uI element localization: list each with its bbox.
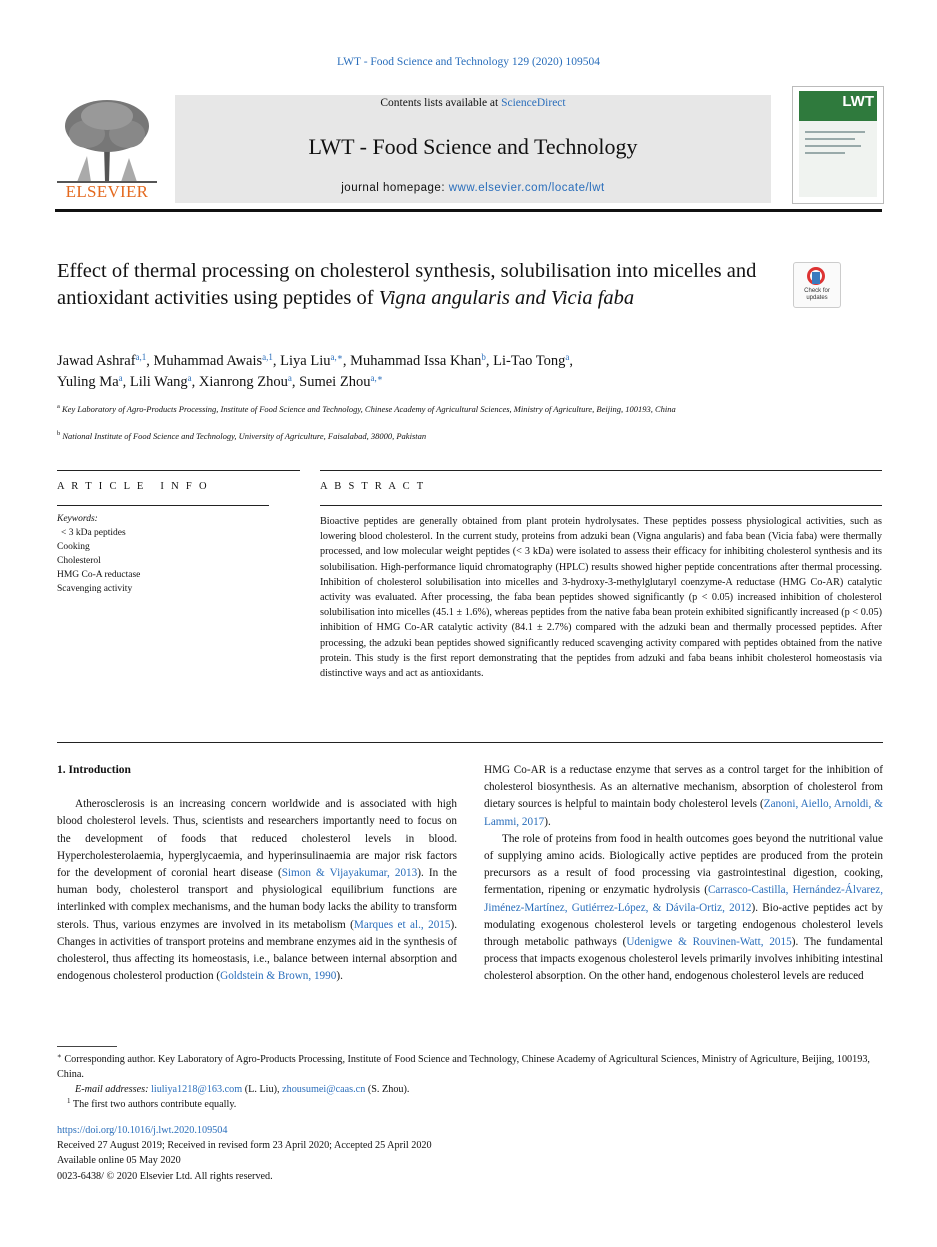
author-name[interactable]: Jawad Ashraf — [57, 353, 136, 369]
keyword: Cooking — [57, 542, 90, 552]
running-journal-reference[interactable]: LWT - Food Science and Technology 129 (2020) 109504 — [336, 56, 600, 68]
sciencedirect-link[interactable]: ScienceDirect — [501, 97, 566, 109]
footnote-rule — [57, 1046, 117, 1047]
article-info-rule — [57, 505, 269, 506]
affiliation-text: Key Laboratory of Agro-Products Processing, Institute of Food Science and Technology, Chinese Academy of Agricultural Sciences, Ministry of Agriculture, Beijing, 100193, China — [62, 404, 676, 414]
keyword: HMG Co-A reductase — [57, 570, 141, 580]
author-affiliation-mark[interactable]: a,∗ — [370, 373, 383, 383]
abstract-top-rule — [320, 470, 882, 471]
intro-paragraph — [57, 796, 457, 985]
cover-text-lines — [805, 131, 871, 159]
homepage-prefix: journal homepage: — [341, 182, 449, 194]
citation-link[interactable]: Carrasco-Castilla, Hernández-Álvarez, Jiménez-Martínez, Gutiérrez-López, & Dávila-Ortiz, 2012 — [484, 884, 883, 914]
received-dates: Received 27 August 2019; Received in revised form 23 April 2020; Accepted 25 April 2020 — [57, 1140, 432, 1152]
homepage-link[interactable]: www.elsevier.com/locate/lwt — [448, 182, 605, 194]
affiliation-b — [57, 430, 877, 443]
title-text: Effect of thermal processing on cholesterol synthesis, solubilisation into micelles and antioxidant activities using peptides of — [57, 260, 757, 309]
author-affiliation-mark[interactable]: a — [287, 373, 292, 383]
citation-link[interactable]: Udenigwe & Rouvinen-Watt, 2015 — [626, 936, 792, 949]
article-info-label: A R T I C L E I N F O — [57, 481, 209, 492]
keyword: Cholesterol — [57, 556, 101, 566]
affiliation-text: National Institute of Food Science and Technology, University of Agriculture, Faisalabad, 38000, Pakistan — [62, 431, 427, 441]
intro-paragraph — [484, 762, 883, 831]
keywords-block — [57, 512, 267, 596]
text-run: ). In the human body, cholesterol transport and physiological equilibrium functions are interlinked with complex mechanisms, and the human body lacks the ability to transform sterols. Thus, various enzymes are involved in its metabolism ( — [57, 867, 457, 931]
article-info-top-rule — [57, 470, 300, 471]
journal-cover-thumbnail[interactable] — [792, 86, 884, 204]
text-run: ). — [544, 815, 551, 828]
contents-line — [175, 95, 771, 109]
author-affiliation-mark[interactable]: a — [565, 352, 570, 362]
email-link[interactable]: liuliya1218@163.com — [151, 1084, 243, 1095]
citation-link[interactable]: Zanoni, Aiello, Arnoldi, & Lammi, 2017 — [484, 798, 884, 828]
doi-link[interactable]: https://doi.org/10.1016/j.lwt.2020.109504 — [57, 1125, 228, 1136]
keyword: Scavenging activity — [57, 584, 133, 594]
keywords-label: Keywords: — [57, 514, 98, 524]
header-rule — [55, 209, 882, 212]
affiliation-a — [57, 403, 877, 416]
citation-link[interactable]: Simon & Vijayakumar, 2013 — [281, 867, 418, 880]
author-separator: , — [291, 374, 300, 390]
text-run: ). Bio-active peptides act by modulating exogenous cholesterol levels or targeting endogenous cholesterol levels through metabolic pathways ( — [484, 901, 883, 949]
publication-info — [57, 1123, 657, 1184]
author-list — [57, 351, 857, 393]
author-affiliation-mark[interactable]: a — [118, 373, 123, 383]
citation-link[interactable]: Goldstein & Brown, 1990 — [220, 970, 337, 983]
author-affiliation-mark[interactable]: b — [481, 352, 486, 362]
contents-prefix: Contents lists available at — [380, 97, 502, 109]
elsevier-wordmark: ELSEVIER — [65, 182, 149, 201]
author-affiliation-mark[interactable]: a,∗ — [330, 352, 343, 362]
author-name[interactable]: Liya Liu — [280, 353, 331, 369]
intro-paragraph — [484, 831, 883, 986]
text-run: The role of proteins from food in health outcomes goes beyond the nutritional value of supplying amino acids. Biologically active peptides are produced from the protein precursors as a result of food processing via gastrointestinal digestion, cooking, fermentation, ripening or enzymatic hydrolysis ( — [484, 832, 883, 897]
equal-contribution-note: $^1$ The first two authors contribute equally. — [67, 1097, 237, 1110]
author-name[interactable]: Yuling Ma — [57, 374, 119, 390]
cover-title: LWT — [799, 91, 877, 121]
email-label: E-mail addresses: — [75, 1084, 152, 1095]
author-separator: , — [342, 353, 351, 369]
text-run: ). Changes in activities of transport proteins and membrane enzymes aid in the synthesis of cholesterol, thus affecting its homeostasis, i.e., balance between internal absorption and endogenous cholesterol production ( — [57, 918, 458, 983]
author-name[interactable]: Muhammad Awais — [153, 353, 263, 369]
crossmark-bookmark-icon — [812, 272, 820, 284]
email-note — [57, 1082, 883, 1097]
author-name[interactable]: Sumei Zhou — [299, 374, 371, 390]
author-separator: , — [191, 374, 199, 390]
journal-name: LWT - Food Science and Technology — [308, 134, 638, 159]
affiliation-mark: a — [57, 403, 60, 410]
footnote-text: The first two authors contribute equally. — [72, 1099, 237, 1110]
email-link[interactable]: zhousumei@caas.cn — [282, 1084, 366, 1095]
citation-link[interactable]: Marques et al., 2015 — [353, 918, 451, 931]
intro-right-column — [484, 762, 883, 986]
keyword: < 3 kDa peptides — [61, 528, 126, 538]
email-owner: (L. Liu), — [242, 1084, 283, 1095]
copyright: 0023-6438/ © 2020 Elsevier Ltd. All rights reserved. — [57, 1170, 273, 1182]
text-run: ). — [336, 970, 343, 983]
abstract-text: Bioactive peptides are generally obtained from plant protein hydrolysates. These peptides possess physiological activities, such as lowering blood cholesterol. In the current study, proteins from adzuki bean (Vigna angularis) and faba bean (Vicia faba) were thermally processed, and low molecular weight peptides (< 3 kDa) were isolated to assess their efficacy for inhibiting cholesterol synthesis and its solubilisation. High-performance liquid chromatography (HPLC) results showed higher peptide concentrations after thermal processing. Inhibition of cholesterol solubilisation into micelles and 3-hydroxy-3-methylglutaryl coenzyme-A reductase (HMG Co-AR) catalytic activity was evaluated. After processing, the faba bean peptides showed significantly (p < 0.05) increased inhibition of cholesterol solubilisation into micelles (45.1 ± 1.6%), whereas peptides from the native faba bean protein exhibited significantly increased (p < 0.05) inhibition of HMG Co-AR catalytic activity (84.1 ± 2.7%) compared with the adzuki bean and thermally processed peptides. After processing, the adzuki bean peptides showed significantly reduced scavenging activity compared with peptides obtained from the native protein. This study is the first report demonstrating that the peptides from adzuki and faba beans inhibit cholesterol homeostasis via distinctive ways and act as antioxidants. — [320, 516, 882, 680]
email-owner: (S. Zhou). — [365, 1084, 410, 1095]
corresponding-author-note: ∗ Corresponding author. Key Laboratory of Agro-Products Processing, Institute of Food Science and Technology, Chinese Academy of Agricultural Sciences, Ministry of Agriculture, Beijing, 100193, China. — [57, 1052, 870, 1080]
text-run: ). The fundamental process that impacts exogenous cholesterol levels primarily involves inhibiting intestinal cholesterol absorption. On the other hand, endogenous cholesterol levels are reduced — [484, 936, 883, 983]
author-separator: , — [146, 353, 154, 369]
crossmark-label: Check for updates — [804, 288, 830, 301]
intro-heading: 1. Introduction — [57, 764, 131, 776]
abstract-label: A B S T R A C T — [320, 481, 426, 492]
text-run: Atherosclerosis is an increasing concern worldwide and is associated with high blood cholesterol levels. Thus, scientists and researchers importantly need to focus on the development of foods that reduced cholesterol levels in blood. Hypercholesterolaemia, hyperglycaemia, and hyperinsulinaemia are major risk factors for the development of coronial heart disease ( — [57, 798, 457, 880]
author-affiliation-mark[interactable]: a — [187, 373, 192, 383]
text-run: HMG Co-AR is a reductase enzyme that serves as a control target for the inhibition of cholesterol biosynthesis. As an alternative mechanism, absorption of cholesterol from dietary sources is helpful to maintain body cholesterol levels ( — [484, 764, 883, 811]
affiliation-mark: b — [57, 430, 61, 437]
intro-left-column — [57, 762, 457, 985]
author-separator: , — [485, 353, 494, 369]
author-affiliation-mark[interactable]: a,1 — [135, 352, 147, 362]
article-title — [57, 258, 757, 312]
author-affiliation-mark[interactable]: a,1 — [262, 352, 273, 362]
title-italic: Vigna angularis and Vicia faba — [378, 287, 635, 309]
online-date: Available online 05 May 2020 — [57, 1155, 181, 1167]
author-name[interactable]: Xianrong Zhou — [198, 374, 288, 390]
author-separator: , — [272, 353, 281, 369]
check-for-updates-badge[interactable] — [793, 262, 841, 308]
journal-homepage — [175, 182, 771, 194]
author-name[interactable]: Li-Tao Tong — [493, 353, 566, 369]
abstract-rule — [320, 505, 882, 506]
author-separator: , — [569, 353, 573, 369]
author-name[interactable]: Muhammad Issa Khan — [350, 353, 482, 369]
author-name[interactable]: Lili Wang — [129, 374, 188, 390]
author-separator: , — [122, 374, 130, 390]
abstract-bottom-rule — [57, 742, 883, 743]
footnote-text: Corresponding author. Key Laboratory of Agro-Products Processing, Institute of Food Science and Technology, Chinese Academy of Agricultural Sciences, Ministry of Agriculture, Beijing, 100193, China. — [57, 1054, 870, 1080]
